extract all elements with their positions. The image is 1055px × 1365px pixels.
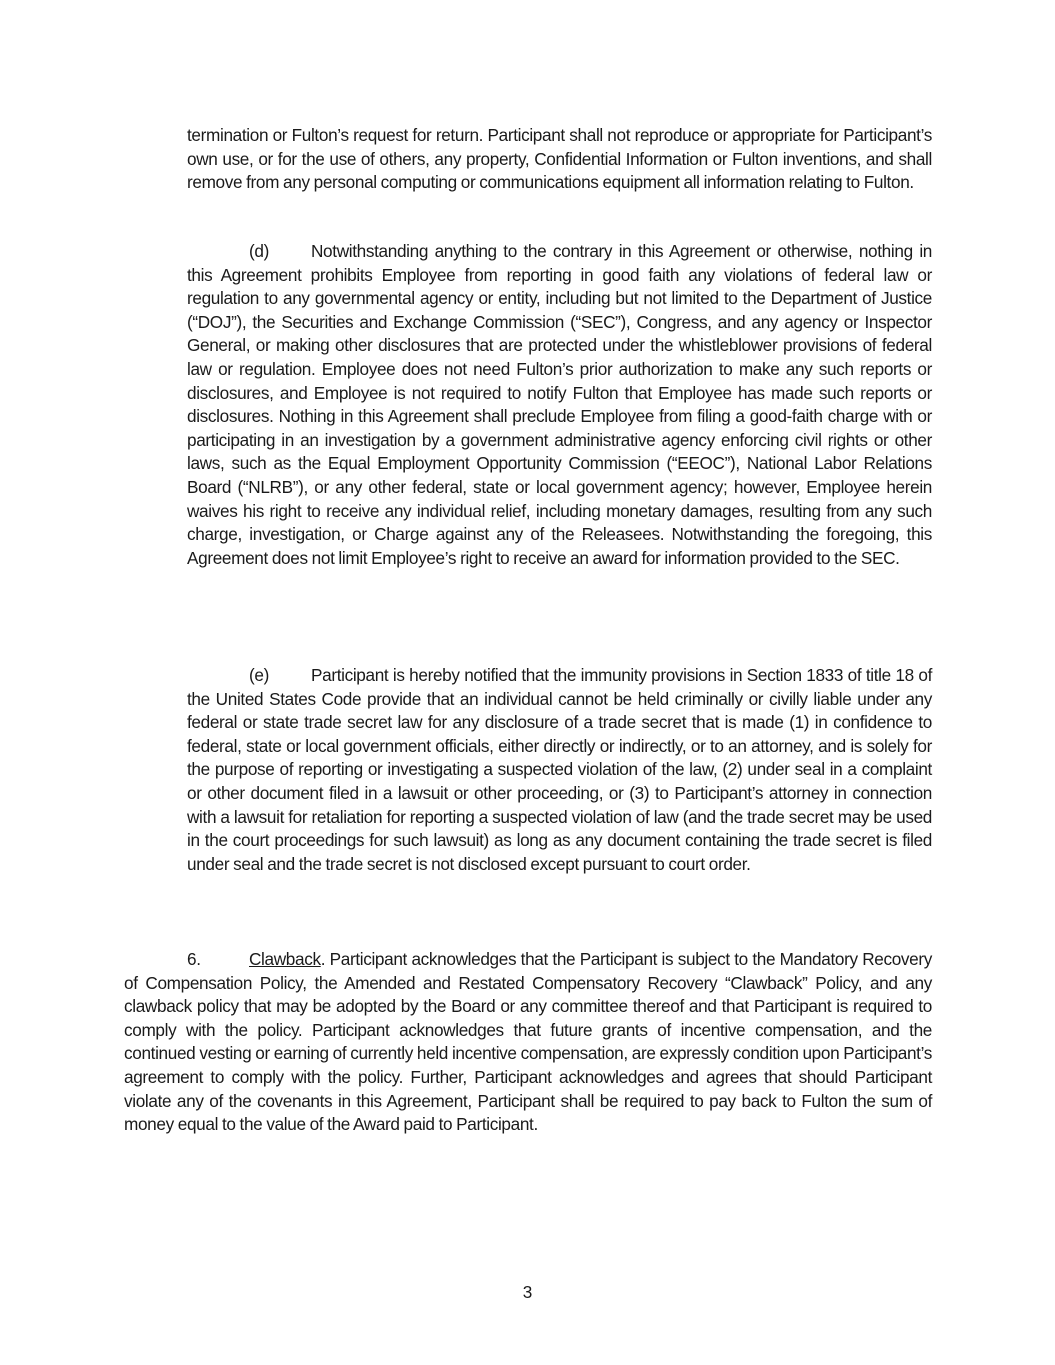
section-6-heading-period: . [320, 949, 326, 969]
paragraph-c-continuation: termination or Fulton’s request for return. Participant shall not reproduce or appropriate for Participant’s own use, or for the use of others, any property, Confidential Information or Fulton inventions, and shall remove from any personal computing or communications equipment all information relating to Fulton. [187, 125, 932, 193]
paragraph-d-label: (d) [249, 241, 269, 261]
section-6-heading: Clawback [249, 949, 321, 969]
paragraph-e-label: (e) [249, 665, 269, 685]
paragraph-e [187, 664, 932, 876]
section-6-clawback [124, 948, 932, 1137]
section-6-number: 6. [187, 949, 201, 969]
page-number: 3 [522, 1282, 533, 1302]
paragraph-d-text: Notwithstanding anything to the contrary in this Agreement or otherwise, nothing in this Agreement prohibits Employee from reporting in good faith any violations of federal law or regulation to any governmental agency or entity, including but not limited to the Department of Justice (“DOJ”), the Securities and Exchange Commission (“SEC”), Congress, and any agency or Inspector General, or making other disclosures that are protected under the whistleblower provisions of federal law or regulation. Employee does not need Fulton’s prior authorization to make any such reports or disclosures, and Employee is not required to notify Fulton that Employee has made such reports or disclosures. Nothing in this Agreement shall preclude Employee from filing a good-faith charge with or participating in an investigation by a government administrative agency enforcing civil rights or other laws, such as the Equal Employment Opportunity Commission (“EEOC”), National Labor Relations Board (“NLRB”), or any other federal, state or local government agency; however, Employee herein waives his right to receive any individual relief, including monetary damages, resulting from any such charge, investigation, or Charge against any of the Releasees. Notwithstanding the foregoing, this Agreement does not limit Employee’s right to receive an award for information provided to the SEC. [187, 241, 932, 568]
section-6-text: Participant acknowledges that the Participant is subject to the Mandatory Recovery of Compensation Policy, the Amended and Restated Compensatory Recovery “Clawback” Policy, and any clawback policy that may be adopted by the Board or any committee thereof and that Participant is required to comply with the policy. Participant acknowledges that future grants of incentive compensation, and the continued vesting or earning of currently held incentive compensation, are expressly condition upon Participant’s agreement to comply with the policy. Further, Participant acknowledges and agrees that should Participant violate any of the covenants in this Agreement, Participant shall be required to pay back to Fulton the sum of money equal to the value of the Award paid to Participant. [124, 949, 932, 1135]
paragraph-d [187, 240, 932, 570]
paragraph-e-text: Participant is hereby notified that the immunity provisions in Section 1833 of title 18 of the United States Code provide that an individual cannot be held criminally or civilly liable under any federal or state trade secret law for any disclosure of a trade secret that is made (1) in confidence to federal, state or local government officials, either directly or indirectly, or to an attorney, and is solely for the purpose of reporting or investigating a suspected violation of the law, (2) under seal in a complaint or other document filed in a lawsuit or other proceeding, or (3) to Participant’s attorney in connection with a lawsuit for retaliation for reporting a suspected violation of law (and the trade secret may be used in the court proceedings for such lawsuit) as long as any document containing the trade secret is filed under seal and the trade secret is not disclosed except pursuant to court order. [187, 665, 932, 874]
